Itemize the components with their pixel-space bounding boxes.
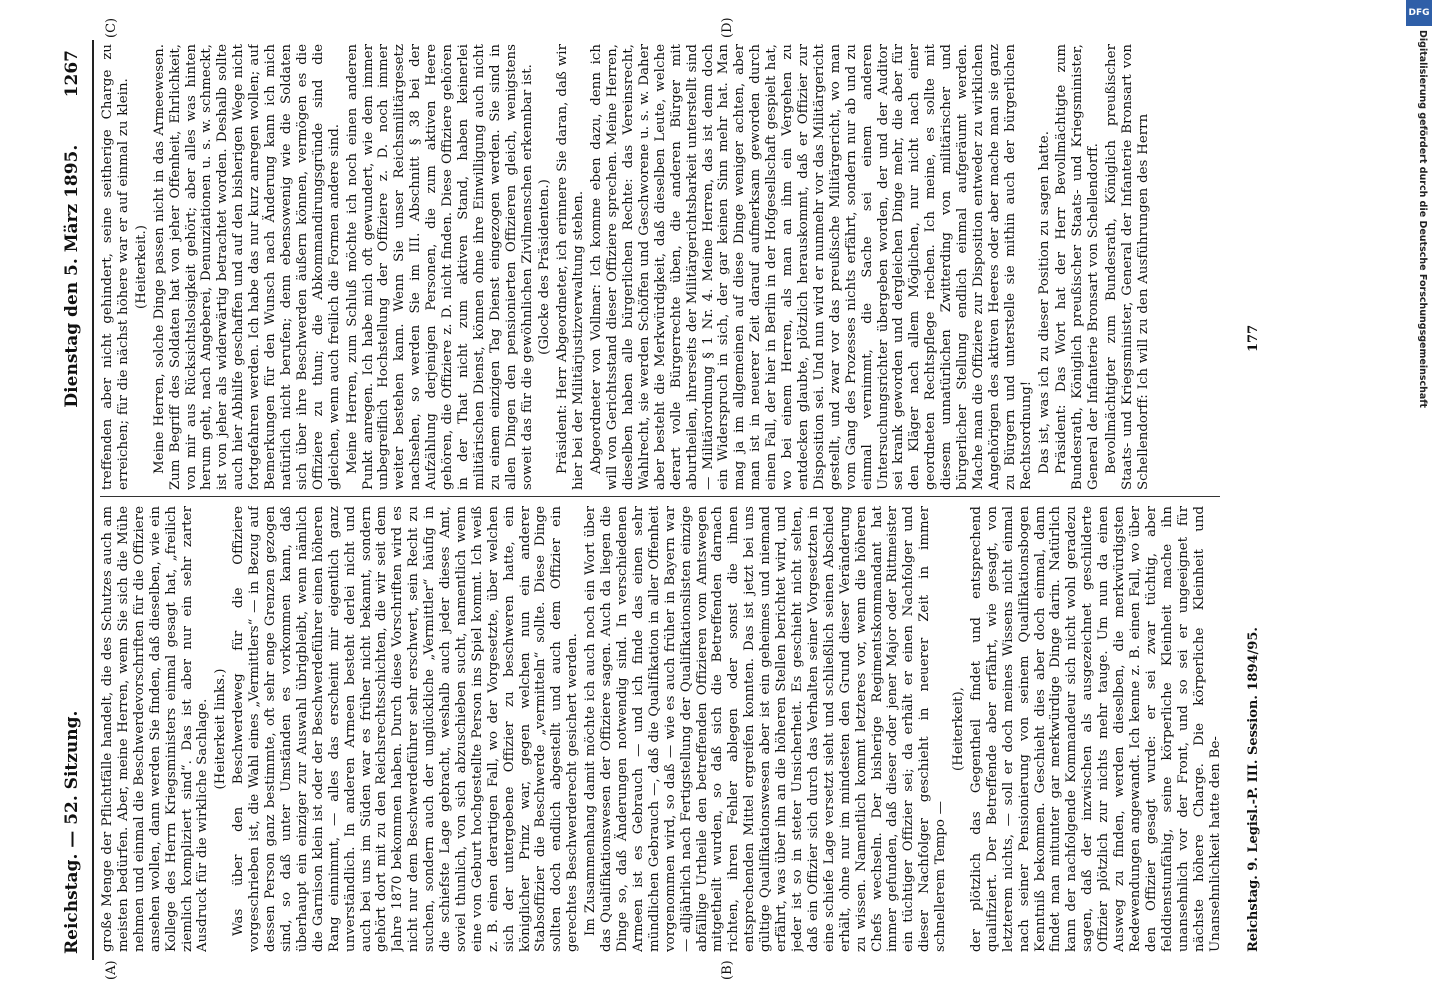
footer-signature: 177: [1246, 324, 1261, 352]
header-right: [62, 50, 82, 408]
page-number: 1267: [62, 50, 82, 98]
paragraph: Das ist, was ich zu dieser Position zu sagen hatte.: [1036, 131, 1052, 474]
paragraph: Meine Herren, zum Schluß möchte ich noch einen anderen Punkt anregen. Ich habe mich oft gewundert, wie dem immer unbegreiflich Hochstellung der Offiziere z. D. noch immer weiter bestehen kann. Wenn Sie unser Reichsmilitärgesetz nachsehen, so werden Sie im III. Abschnitt § 38 bei der Aufzählung derjenigen Personen, die zum aktiven Heere gehören, die Offiziere z. D. nicht finden. Diese Offiziere gehören in der That nicht zum aktiven Stand, haben keinerlei militärischen Dienst, können ohne ihre Einwilligung auch nicht zu einem einzigen Tag Dienst eingezogen werden. Sie sind in allen Dingen den pensionierten Offizieren gleich, wenigstens soweit das für die gewöhnlichen Zivilmenschen erkennbar ist.: [344, 44, 535, 490]
paragraph: Meine Herren, solche Dinge passen nicht in das Armeewesen. Zum Begriff des Soldaten hat von jeher Offenheit, Ehrlichkeit, von mir aus Rücksichtslosigkeit gehört; aber alles was hinten herum geht, nach Angeberei, Denunziationen u. s. w. schmeckt, ist von jeher als widerwärtig betrachtet worden. Deshalb sollte auch hier Abhilfe geschaffen und auf den bisherigen Wege nicht fortgefahren werden. Ich habe das nur kurz anregen wollen; auf Bemerkungen für den Wunsch nach Änderung kann ich mich natürlich nicht berufen; denn ebensowenig wie die Soldaten sich über ihre Beschwerden äußern können, vermögen es die Offiziere zu thun; die Abkommandirungsgründe sind die gleichen, wenn auch freilich die Formen andere sind.: [151, 44, 342, 490]
header-left: Reichstag. — 52. Sitzung.: [62, 710, 82, 954]
interjection: (Glocke des Präsidenten.): [537, 179, 553, 355]
paragraph: Präsident: Herr Abgeordneter, ich erinnere Sie daran, daß wir hier bei der Militärjustizverwaltung stehen.: [555, 44, 587, 490]
paragraph: der plötzlich das Gegentheil findet und entsprechend qualifiziert. Der Betreffende aber erfährt, wie gesagt, von letzterem nichts, — soll er doch meines Wissens nicht einmal nach seiner Pensionierung von seinem Qualifikationsbogen Kenntniß bekommen. Geschieht dies aber doch einmal, dann findet man mitunter gar merkwürdige Dinge darin. Natürlich kann der nachfolgende Kommandeur sich nicht wohl geradezu sagen, daß der inzwischen als ausgezeichnet geschilderte Offizier plötzlich zur nichts mehr tauge. Um nun da einen Ausweg zu finden, werden dieselben, die merkwürdigsten Redewendungen angewandt. Ich kenne z. B. einen Fall, wo über den Offizier gesagt wurde: er sei zwar tüchtig, aber felddienstunfähig, seine körperliche Kleinheit mache ihn unansehnlich vor der Front, und so sei er ungeeignet für nächste höhere Charge. Die körperliche Kleinheit und Unansehnlichkeit hatte den Be-: [968, 506, 1223, 952]
text-columns: [100, 42, 1240, 952]
dfg-logo: DFG: [1406, 0, 1432, 26]
paragraph: treffenden aber nicht gehindert, seine seitherige Charge zu erreichen; für die nächst höhere war er auf einmal zu klein.: [100, 44, 131, 490]
margin-marker-d: (D): [720, 17, 735, 38]
left-column: [100, 506, 1240, 952]
margin-marker-a: (A): [104, 960, 119, 980]
header-rule: [92, 40, 94, 960]
dfg-funding-text: Digitalisierung gefördert durch die Deutsche Forschungsgemeinschaft: [1417, 30, 1428, 408]
footer-left: Reichstag. 9. Legisl.-P. III. Session. 1894/95.: [1246, 627, 1261, 952]
margin-marker-b: (B): [720, 960, 735, 980]
interjection: (Heiterkeit.): [133, 224, 149, 310]
interjection: (Heiterkeit),: [951, 686, 967, 772]
page-header: [56, 30, 88, 970]
interjection: (Heiterkeit links.): [213, 668, 229, 790]
paragraph: Was über den Beschwerdeweg für die Offiziere vorgeschrieben ist, die Wahl eines „Vermittlers“ — in Bezug auf dessen Person ganz bestimmte, oft sehr enge Grenzen gezogen sind, so daß unter Umständen es vorkommen kann, daß überhaupt ein einziger zur Auswahl übrigbleibt, wenn nämlich die Garnison klein ist oder der Beschwerdeführer einen höheren Rang einnimmt, — alles das erscheint mir eigentlich ganz unverständlich. In anderen Armeen besteht derlei nicht und auch bei uns im Süden war es früher nicht bekannt, sondern gehört dort mit zu den Reichsrechtsschichten, die wir seit dem Jahre 1870 bekommen haben. Durch diese Vorschriften wird es nicht nur dem Beschwerdeführer sehr erschwert, sein Recht zu suchen, sondern auch der unglückliche „Vermittler“ häufig in die schiefste Lage gebracht, weshalb auch jeder dieses Amt, soviel thunlich, von sich abzuschieben sucht, namentlich wenn eine von Geburt hochgestellte Person ins Spiel kommt. Ich weiß z. B. einen derartigen Fall, wo der Vorgesetzte, über welchen sich der untergebene Offizier zu beschweren hatte, ein königlicher Prinz war, gegen welchen nun ein anderer Stabsoffizier die Beschwerde „vermitteln“ sollte. Diese Dinge sollten doch endlich abgestellt und auch dem Offizier ein gerechtes Beschwerderecht gesichert werden.: [231, 506, 581, 952]
margin-marker-c: (C): [104, 17, 119, 38]
right-column: [100, 44, 1240, 490]
paragraph: Abgeordneter von Vollmar: Ich komme eben dazu, denn ich will von Gerichtsstand dieser Offiziere sprechen. Meine Herren, dieselben haben alle bürgerlichen Rechte: das Vereinsrecht, Wahlrecht, sie werden Schöffen und Geschworene u. s. w. Daher aber besteht die Merkwürdigkeit, daß dieselben Leute, welche derart volle Bürgerrechte üben, die anderen Bürger mit aburtheilen, ihrerseits der Militärgerichtsbarkeit unterstellt sind — Militärordnung § 1 Nr. 4. Meine Herren, das ist denn doch ein Widerspruch in sich, der gar keinen Sinn mehr hat. Man mag ja im allgemeinen auf diese Dinge weniger achten, aber man ist in neuerer Zeit darauf aufmerksam geworden durch einen Fall, der hier in Berlin in der Hofgesellschaft gespielt hat, wo bei einem Herren, als man an ihm ein Vergehen zu entdecken glaubte, plötzlich herauskommt, daß er Offizier zur Disposition sei. Und nun wird er nunmehr vor das Militärgericht gestellt, und zwar vor das preußische Militärgericht, wo man vom Gang des Prozesses nichts erfährt, sondern nur ab und zu einmal vernimmt, die Sache sei einem anderen Untersuchungsrichter übergeben worden, der und der Auditor sei krank geworden und dergleichen Dinge mehr, die aber für den Kläger nach allem Möglichen, nur nicht nach einer geordneten Rechtspflege riechen. Ich meine, es sollte mit diesem unnatürlichen Zwitterding von militärischer und bürgerlicher Stellung endlich einmal aufgeräumt werden. Mache man die Offiziere zur Disposition entweder zu wirklichen Angehörigen des aktiven Heeres oder aber mache man sie ganz zu Bürgern und unterstelle sie mithin auch der bürgerlichen Rechtsordnung!: [589, 44, 1034, 490]
dfg-funding-note: [1414, 30, 1428, 1000]
paragraph: Im Zusammenhang damit möchte ich auch noch ein Wort über das Qualifikationswesen der Offiziere sagen. Auch da liegen die Dinge so, daß Änderungen notwendig sind. In verschiedenen Armeen ist es Gebrauch — und ich finde das einen sehr mündlichen Gebrauch —, daß die Qualifikation in aller Offenheit vorgenommen wird, so daß — wie es auch früher in Bayern war — alljährlich nach Fertigstellung der Qualifikationslisten einzige abfällige Urtheile den betreffenden Offizieren vom Amtswegen mitgetheilt wurden, so daß sich die Betreffenden darnach richten, ihren Fehler ablegen oder sonst die ihnen entsprechenden Mittel ergreifen konnten. Das ist jetzt bei uns gültige Qualifikationswesen aber ist ein geheimes und niemand erfährt, was über ihn an die höheren Stellen berichtet wird, und jeder ist so in steter Unsicherheit. Es geschieht nicht selten, daß ein Offizier sich durch das Verhalten seiner Vorgesetzten in eine schiefe Lage versetzt sieht und schließlich seinen Abschied erhält, ohne nur im mindesten den Grund dieser Veränderung zu wissen. Namentlich kommt letzteres vor, wenn die höheren Chefs wechseln. Der bisherige Regimentskommandant hat immer gefunden, daß dieser oder jener Major oder Rittmeister ein tüchtiger Offizier sei; da erhält er einen Nachfolger und dieser Nachfolger geschieht in neuerer Zeit in immer schnellerem Tempo —: [583, 506, 949, 952]
header-date: Dienstag den 5. März 1895.: [62, 144, 82, 408]
paragraph: Präsident: Das Wort hat der Herr Bevollmächtigte zum Bundesrath, Königlich preußischer Staats- und Kriegsminister, General der Infanterie Bronsart von Schellendorff.: [1054, 44, 1102, 490]
paragraph: große Menge der Pflichtfälle handelt, die des Schutzes auch am meisten bedürfen. Aber, meine Herren, wenn Sie sich die Mühe nehmen und einmal die Beschwerdevorschriften für die Offiziere ansehen wollen, dann werden Sie finden, daß dieselben, wie ein Kollege des Herrn Kriegsministers einmal gesagt hat, „freilich ziemlich kompliziert sind“. Das ist aber nur ein sehr zarter Ausdruck für die wirkliche Sachlage.: [100, 506, 211, 952]
paragraph: Bevollmächtigter zum Bundesrath, Königlich preußischer Staats- und Kriegsminister, General der Infanterie Bronsart von Schellendorff: Ich will zu den Ausführungen des Herrn: [1104, 44, 1151, 490]
